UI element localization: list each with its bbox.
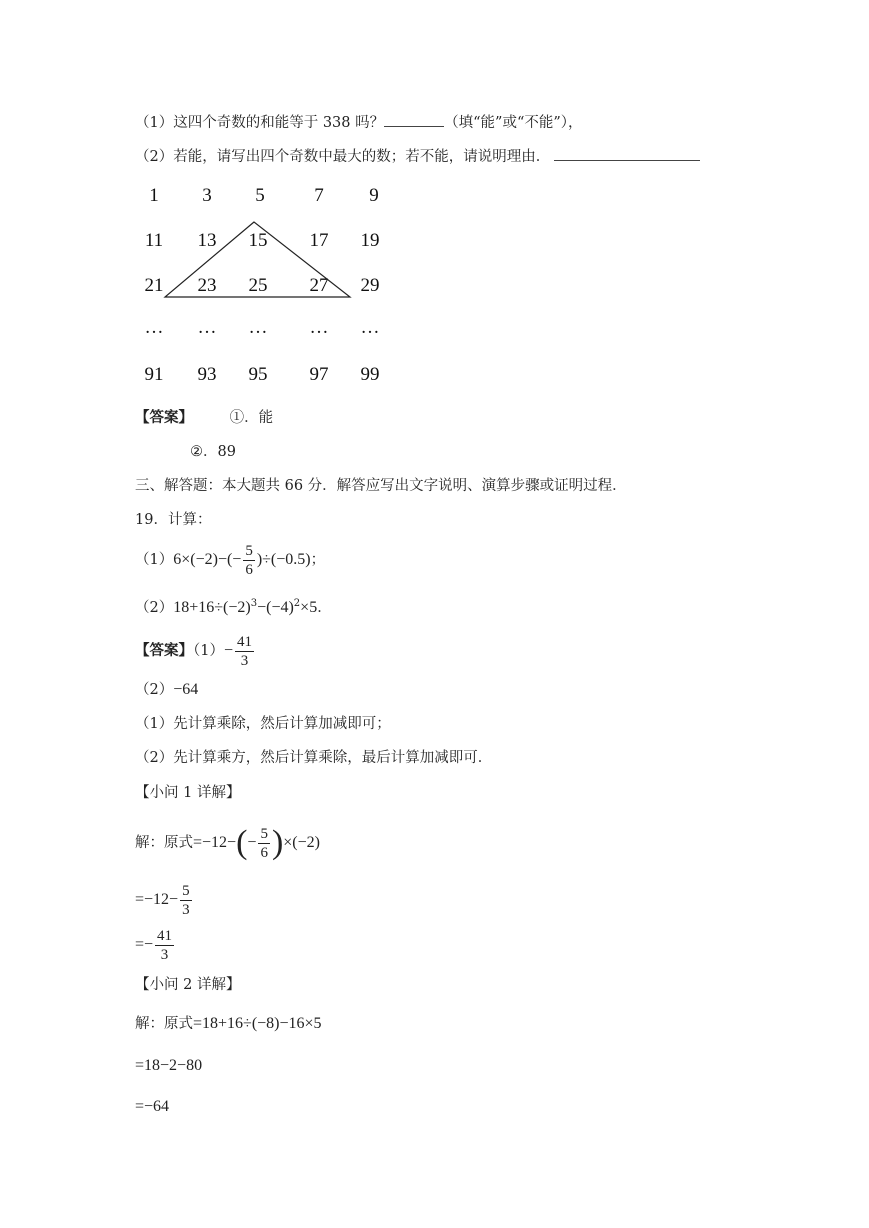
answer19-hint2: （2）先计算乘方，然后计算乘除，最后计算加减即可． bbox=[135, 750, 493, 766]
q19-part2-expr-a: 18+16÷(−2) bbox=[173, 598, 251, 616]
fraction-denominator: 3 bbox=[160, 946, 169, 963]
answer19-hint1: （1）先计算乘除，然后计算加减即可； bbox=[135, 716, 391, 732]
grid-cell: 5 bbox=[255, 185, 265, 206]
grid-ellipsis: … bbox=[197, 317, 217, 338]
grid-cell: 23 bbox=[197, 275, 217, 296]
sub1-eq1-a: =−12− bbox=[193, 834, 237, 851]
section3-heading: 三、解答题：本大题共 66 分．解答应写出文字说明、演算步骤或证明过程． bbox=[135, 478, 627, 494]
sub1-eq2-a: =−12− bbox=[135, 891, 179, 908]
grid-cell: 29 bbox=[360, 275, 380, 296]
fraction-denominator: 6 bbox=[245, 561, 253, 578]
sub1-eq3-fraction bbox=[155, 927, 174, 964]
grid-cell: 93 bbox=[197, 364, 217, 385]
q19-part2-exp2: 2 bbox=[293, 598, 301, 609]
q19-part2-prefix: （2） bbox=[135, 599, 174, 616]
q19-part1-fraction bbox=[243, 542, 255, 579]
q19-part1 bbox=[135, 541, 325, 579]
q19-part1-expr-b: )÷(−0.5) bbox=[256, 551, 311, 568]
sub1-eq1-close: ) bbox=[271, 824, 284, 861]
answer19-p1: （1） bbox=[193, 643, 224, 659]
sub2-eq2-expr: =18−2−80 bbox=[135, 1057, 203, 1074]
answer18-label: 【答案】 bbox=[135, 409, 193, 426]
grid-cell: 27 bbox=[309, 275, 329, 296]
answer19-p2-value: −64 bbox=[173, 681, 199, 698]
sub2-prefix: 解：原式 bbox=[135, 1016, 193, 1032]
grid-cell: 91 bbox=[144, 364, 164, 385]
fraction-numerator: 5 bbox=[245, 542, 253, 559]
sub1-eq3 bbox=[135, 925, 176, 965]
grid-cell: 95 bbox=[248, 364, 268, 385]
q19-part2 bbox=[135, 594, 332, 618]
q19-title: 19．计算： bbox=[135, 512, 212, 528]
sub1-eq1-open: ( bbox=[236, 824, 248, 861]
grid-cell: 7 bbox=[314, 185, 324, 206]
q19-part1-expr-a: 6×(−2)−(− bbox=[173, 551, 242, 568]
fraction-denominator: 6 bbox=[260, 844, 268, 861]
answer19-p2: （2） bbox=[135, 682, 174, 698]
sub1-eq1-fraction bbox=[258, 825, 270, 862]
sub2-title: 【小问 2 详解】 bbox=[135, 977, 241, 993]
answer18-a2: ②．89 bbox=[190, 444, 236, 460]
grid-cell: 15 bbox=[248, 230, 268, 251]
sub2-eq1-expr: =18+16÷(−8)−16×5 bbox=[193, 1015, 322, 1032]
fraction-numerator: 41 bbox=[237, 633, 253, 650]
q18-part2-text: （2）若能，请写出四个奇数中最大的数；若不能，请说明理由． bbox=[135, 149, 551, 165]
sub1-eq1-sign: − bbox=[247, 834, 257, 851]
q19-part1-end: ； bbox=[310, 552, 326, 568]
q19-part2-expr-b: −(−4) bbox=[257, 598, 294, 616]
sub1-eq1 bbox=[135, 820, 320, 866]
q18-part1-hint: （填“能”或“不能”）， bbox=[444, 115, 583, 131]
fraction-numerator: 5 bbox=[182, 882, 190, 899]
grid-cell: 19 bbox=[360, 230, 380, 251]
grid-cell: 17 bbox=[309, 230, 329, 251]
grid-ellipsis: … bbox=[248, 317, 268, 338]
grid-cell: 1 bbox=[149, 185, 159, 206]
fraction-denominator: 3 bbox=[182, 901, 190, 918]
q18-part1-text: （1）这四个奇数的和能等于 338 吗？ bbox=[135, 115, 385, 131]
grid-cell: 21 bbox=[144, 275, 164, 296]
sub1-prefix: 解：原式 bbox=[135, 835, 193, 851]
sub2-eq1 bbox=[135, 1014, 322, 1034]
answer19-label: 【答案】 bbox=[135, 642, 193, 659]
answer18-line2 bbox=[190, 442, 236, 462]
sub1-eq1-b: ×(−2) bbox=[283, 834, 320, 851]
sub2-eq3-expr: =−64 bbox=[135, 1098, 170, 1115]
answer19-p1-fraction bbox=[235, 633, 254, 670]
grid-cell: 9 bbox=[369, 185, 379, 206]
fraction-numerator: 5 bbox=[260, 825, 268, 842]
grid-ellipsis: … bbox=[360, 317, 380, 338]
grid-ellipsis: … bbox=[144, 317, 164, 338]
answer18-line1 bbox=[135, 408, 273, 428]
fraction-denominator: 3 bbox=[240, 652, 249, 669]
answer19-p1-sign: − bbox=[223, 642, 234, 659]
grid-cell: 3 bbox=[202, 185, 212, 206]
sub1-title: 【小问 1 详解】 bbox=[135, 785, 241, 801]
grid-cell: 99 bbox=[360, 364, 380, 385]
answer19-line2 bbox=[135, 680, 198, 700]
q19-part1-prefix: （1） bbox=[135, 552, 174, 568]
triangle-outline bbox=[0, 0, 869, 400]
grid-cell: 11 bbox=[144, 230, 164, 251]
sub1-eq3-a: =− bbox=[135, 936, 154, 953]
q19-part2-expr-c: ×5 bbox=[300, 598, 318, 616]
number-grid bbox=[0, 0, 869, 400]
grid-cell: 97 bbox=[309, 364, 329, 385]
sub2-eq2 bbox=[135, 1056, 202, 1076]
sub2-eq3 bbox=[135, 1097, 169, 1117]
q19-part2-end: ． bbox=[317, 599, 332, 616]
answer18-a1: ①．能 bbox=[229, 410, 274, 426]
fraction-numerator: 41 bbox=[157, 927, 173, 944]
sub1-eq2-fraction bbox=[180, 882, 192, 919]
answer19-line1 bbox=[135, 632, 256, 670]
grid-ellipsis: … bbox=[309, 317, 329, 338]
sub1-eq2 bbox=[135, 880, 194, 920]
grid-cell: 13 bbox=[197, 230, 217, 251]
grid-cell: 25 bbox=[248, 275, 268, 296]
q19-part2-exp1: 3 bbox=[250, 598, 258, 609]
